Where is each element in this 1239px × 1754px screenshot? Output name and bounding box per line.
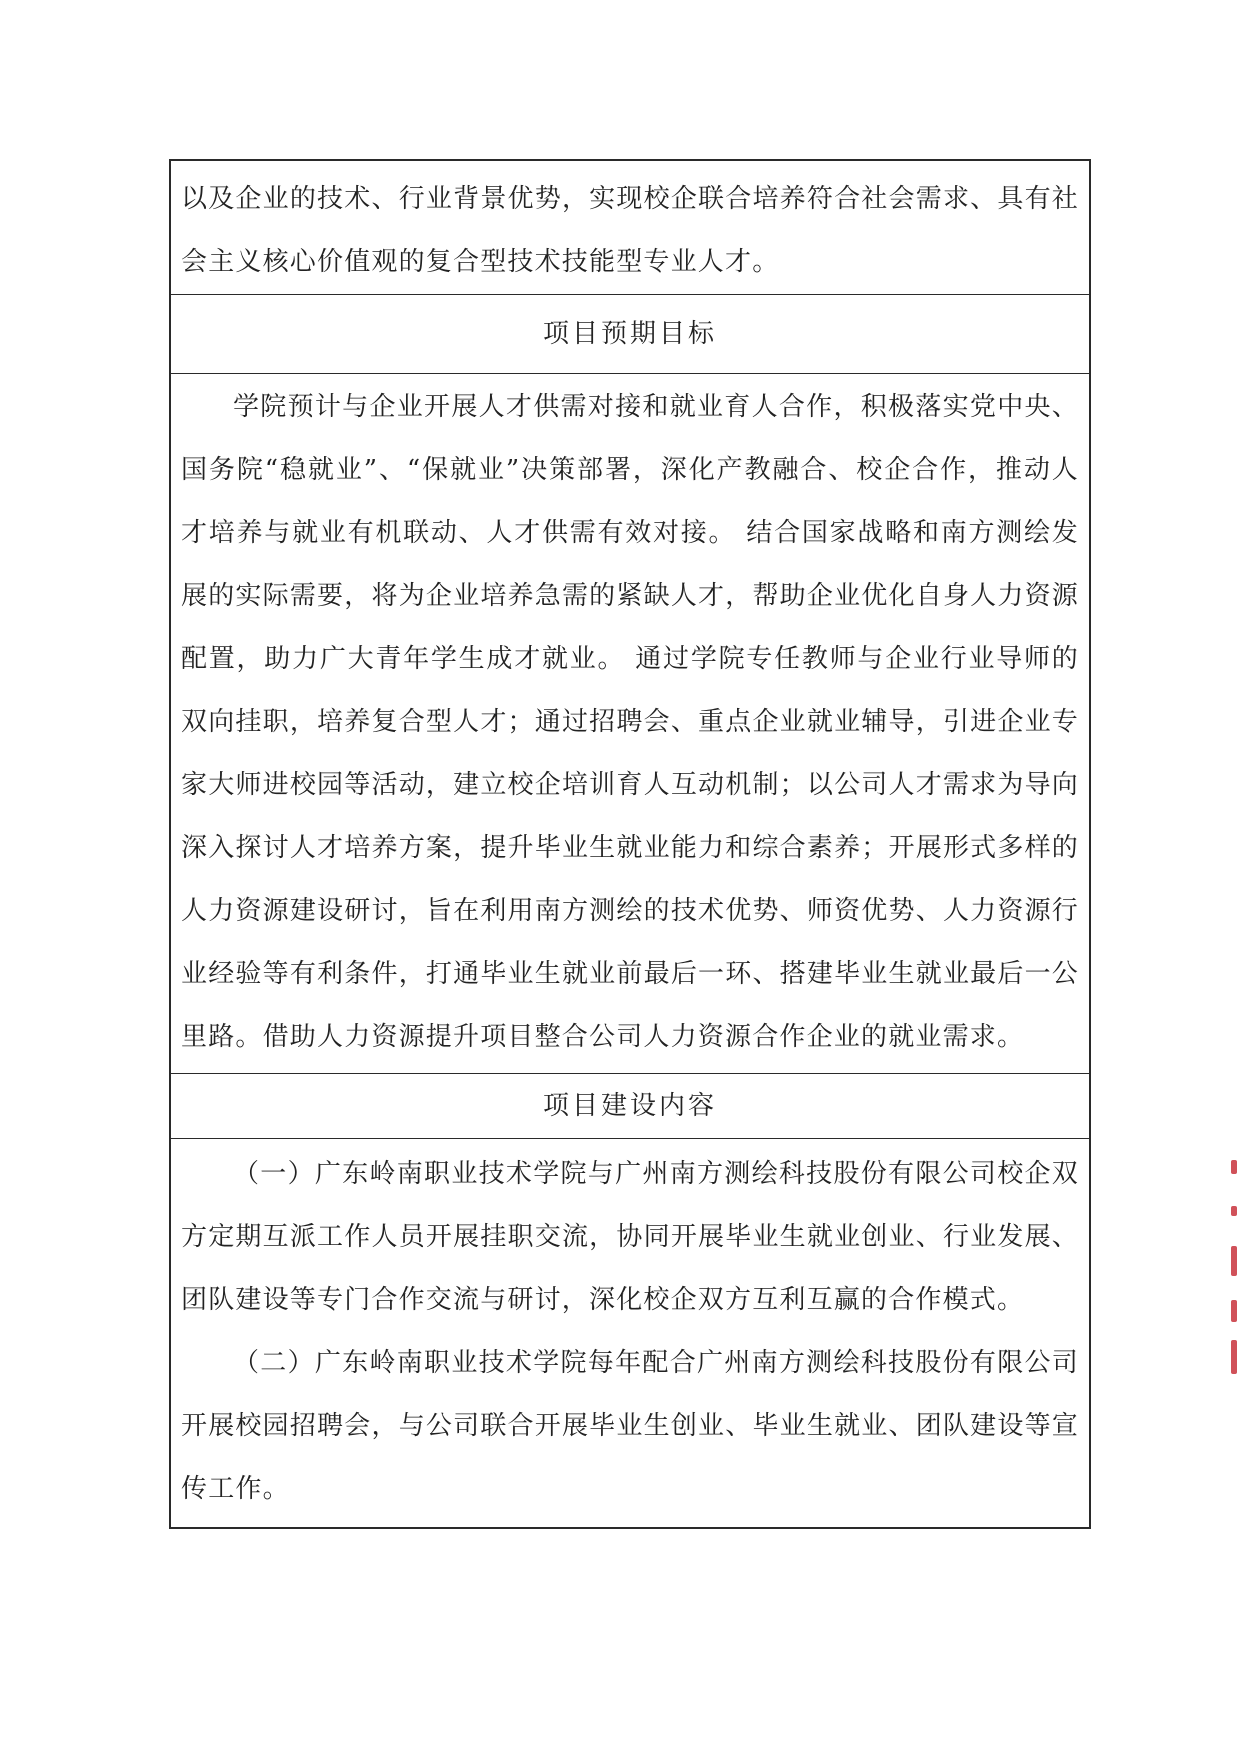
content-paragraph-2: （二）广东岭南职业技术学院每年配合广州南方测绘科技股份有限公司开展校园招聘会，与公司联合开展毕业生创业、毕业生就业、团队建设等宣传工作。 bbox=[181, 1348, 1079, 1504]
content-paragraph-1: （一）广东岭南职业技术学院与广州南方测绘科技股份有限公司校企双方定期互派工作人员开展挂职交流，协同开展毕业生就业创业、行业发展、团队建设等专门合作交流与研讨，深化校企双方互利互赢的合作模式。 bbox=[181, 1159, 1079, 1315]
content-cell bbox=[170, 1139, 1090, 1529]
content-body-row bbox=[170, 1139, 1090, 1529]
seal-mark bbox=[1231, 1246, 1237, 1276]
goals-body bbox=[181, 374, 1079, 1073]
goals-cell bbox=[170, 374, 1090, 1074]
seal-mark bbox=[1231, 1160, 1237, 1174]
content-body bbox=[181, 1139, 1079, 1527]
goals-body-row bbox=[170, 374, 1090, 1074]
intro-paragraph: 以及企业的技术、行业背景优势，实现校企联合培养符合社会需求、具有社会主义核心价值观的复合型技术技能型专业人才。 bbox=[181, 184, 1079, 277]
intro-cell bbox=[170, 160, 1090, 295]
seal-mark bbox=[1231, 1340, 1237, 1374]
intro-row bbox=[170, 160, 1090, 295]
project-table bbox=[169, 159, 1091, 1529]
seal-mark bbox=[1231, 1206, 1237, 1216]
goals-paragraph: 学院预计与企业开展人才供需对接和就业育人合作，积极落实党中央、国务院“稳就业”、“保就业”决策部署，深化产教融合、校企合作，推动人才培养与就业有机联动、人才供需有效对接。 结合国家战略和南方测绘发展的实际需要，将为企业培养急需的紧缺人才，帮助企业优化自身人力资源配置，助力广大青年学生成才就业。 通过学院专任教师与企业行业导师的双向挂职，培养复合型人才；通过招聘会、重点企业就业辅导，引进企业专家大师进校园等活动，建立校企培训育人互动机制；以公司人才需求为导向深入探讨人才培养方案，提升毕业生就业能力和综合素养；开展形式多样的人力资源建设研讨，旨在利用南方测绘的技术优势、师资优势、人力资源行业经验等有利条件，打通毕业生就业前最后一环、搭建毕业生就业最后一公里路。借助人力资源提升项目整合公司人力资源合作企业的就业需求。 bbox=[181, 392, 1079, 1052]
content-heading: 项目建设内容 bbox=[542, 1091, 717, 1121]
seal-mark bbox=[1231, 1300, 1237, 1322]
goals-heading: 项目预期目标 bbox=[542, 319, 717, 349]
content-heading-cell bbox=[170, 1074, 1090, 1139]
intro-body bbox=[181, 161, 1079, 294]
goals-heading-row bbox=[170, 295, 1090, 374]
seal-edge-marks bbox=[1223, 1150, 1239, 1390]
goals-heading-cell bbox=[170, 295, 1090, 374]
content-heading-row bbox=[170, 1074, 1090, 1139]
